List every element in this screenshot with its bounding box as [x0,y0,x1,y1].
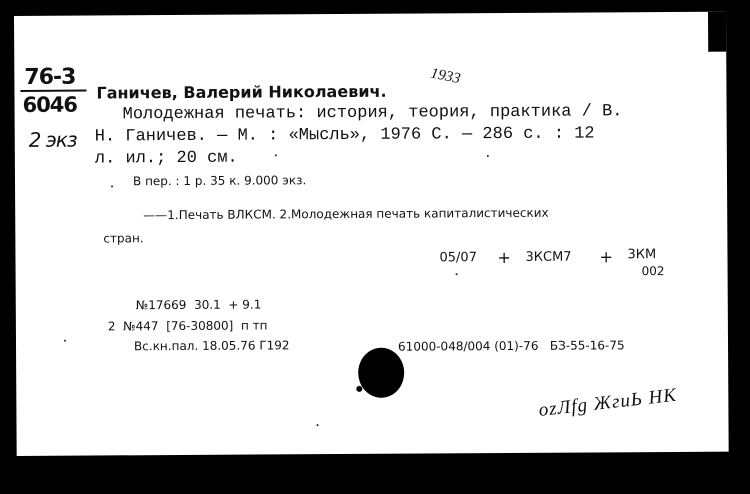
catalog-code: 61000-048/004 (01)-76 БЗ-55-16-75 [397,338,625,354]
chamber-line: Вс.кн.пал. 18.05.76 Г192 [133,338,290,354]
classification-b: 3КСМ7 [525,249,572,265]
card-corner-cut [708,12,726,52]
classification-c-sub: 002 [641,264,665,279]
classification-a: 05/07 [439,250,477,266]
speck [111,185,113,187]
speck [275,154,277,156]
catalog-card [14,12,729,456]
shelfmark-rule [20,90,86,92]
shelfmark-copies: 2 экз [28,127,77,152]
subjects-line-2: стран. [103,231,144,246]
speck [456,273,458,275]
signature-note: ozЛfg ЖгиЬ НК [537,384,678,422]
ink-blot-drip [356,386,362,392]
order-line: 2 №447 [76-30800] п тп [107,318,268,334]
author-heading: Ганичев, Валерий Николаевич. [96,81,387,103]
accession-line: №17669 30.1 + 9.1 [135,297,262,313]
plus-1: + [497,247,511,268]
ink-blot [358,348,404,398]
classification-c: 3КМ [627,247,657,263]
shelfmark-top: 76-3 [24,64,76,90]
speck [64,340,66,342]
speck [316,424,318,426]
subjects-line-1: ——1.Печать ВЛКСМ. 2.Молодежная печать капиталистических [143,205,549,223]
title-line-1: Молодежная печать: история, теория, практика / В. [122,102,623,125]
title-line-3: л. ил.; 20 см. [94,148,238,169]
title-line-2: Н. Ганичев. — М. : «Мысль», 1976 С. — 286 с. : 12 [94,124,595,147]
handwritten-year: 1933 [429,65,462,88]
plus-2: + [599,247,613,267]
price-line: В пер. : 1 р. 35 к. 9.000 экз. [132,173,307,189]
shelfmark-bottom: 6046 [22,92,78,117]
speck [487,155,489,157]
